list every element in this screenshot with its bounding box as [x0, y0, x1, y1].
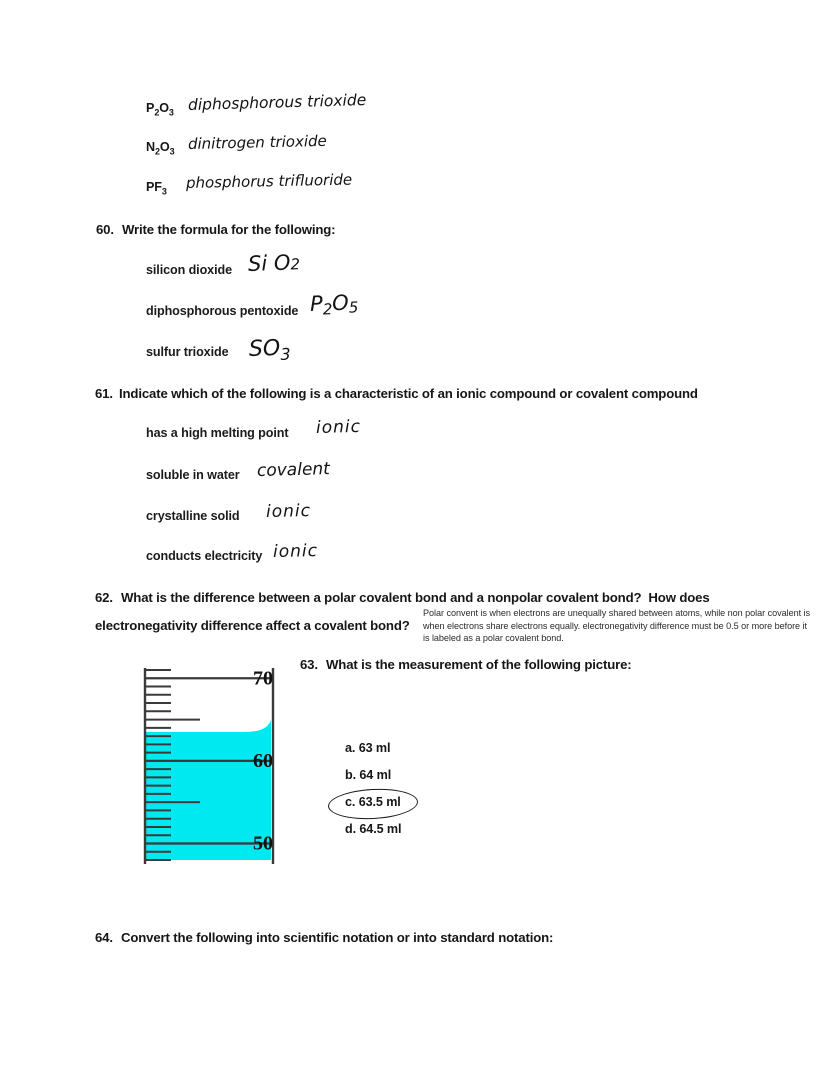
q63-choice-c[interactable]: c. 63.5 ml [345, 795, 401, 809]
q63-choice-d[interactable]: d. 64.5 ml [345, 822, 402, 836]
q62-prompt-line2: electronegativity difference affect a covalent bond? [95, 618, 410, 633]
q61-item-2-answer: ionic [265, 501, 312, 522]
handwritten-answer-p2o3: diphosphorous trioxide [187, 91, 367, 114]
q60-prompt: Write the formula for the following: [122, 222, 336, 237]
q63-prompt: What is the measurement of the following picture: [326, 657, 632, 672]
q60-item-0-answer: Si O2 [247, 250, 301, 276]
q60-item-1-label: diphosphorous pentoxide [146, 304, 299, 318]
q62-number: 62. [95, 590, 113, 605]
formula-label-p2o3: $P_2O_3$ [146, 101, 174, 118]
cylinder-label-50: 50 [253, 832, 273, 855]
q61-item-0-label: has a high melting point [146, 426, 289, 440]
q61-item-3-answer: ionic [272, 541, 319, 562]
q62-prompt-line1: What is the difference between a polar covalent bond and a nonpolar covalent bond? How does [121, 590, 710, 605]
q63-choice-a[interactable]: a. 63 ml [345, 741, 391, 755]
q60-number: 60. [96, 222, 114, 237]
q61-item-1-answer: covalent [256, 459, 331, 481]
q64-prompt: Convert the following into scientific notation or into standard notation: [121, 930, 554, 945]
q60-item-2-answer: $SO_3$ [248, 335, 291, 364]
q64-number: 64. [95, 930, 113, 945]
formula-label-n2o3: $N_2O_3$ [146, 140, 175, 157]
q62-student-answer: Polar convent is when electrons are unequally shared between atoms, while non polar covalent is when electrons share electrons equally. electronegativity difference must be 0.5 or more before it is labeled as a polar covalent bond. [423, 608, 811, 644]
q61-item-2-label: crystalline solid [146, 509, 240, 523]
q61-item-1-label: soluble in water [146, 468, 240, 482]
q61-item-0-answer: ionic [315, 416, 362, 438]
q60-item-0-label: silicon dioxide [146, 263, 232, 277]
q61-number: 61. [95, 386, 113, 401]
q61-item-3-label: conducts electricity [146, 549, 263, 563]
selected-answer-circle [327, 787, 418, 822]
formula-label-pf3: $PF_3$ [146, 180, 167, 197]
cylinder-label-70: 70 [253, 667, 273, 690]
graduated-cylinder-diagram [138, 666, 284, 866]
handwritten-answer-pf3: phosphorus trifluoride [185, 170, 353, 192]
cylinder-label-60: 60 [253, 749, 273, 772]
q60-item-1-answer: P2O5 [309, 290, 359, 319]
q63-choice-b[interactable]: b. 64 ml [345, 768, 392, 782]
q63-number: 63. [300, 657, 318, 672]
q60-item-2-label: sulfur trioxide [146, 345, 229, 359]
handwritten-answer-n2o3: dinitrogen trioxide [187, 131, 327, 153]
q61-prompt: Indicate which of the following is a characteristic of an ionic compound or covalent compound [119, 386, 698, 401]
